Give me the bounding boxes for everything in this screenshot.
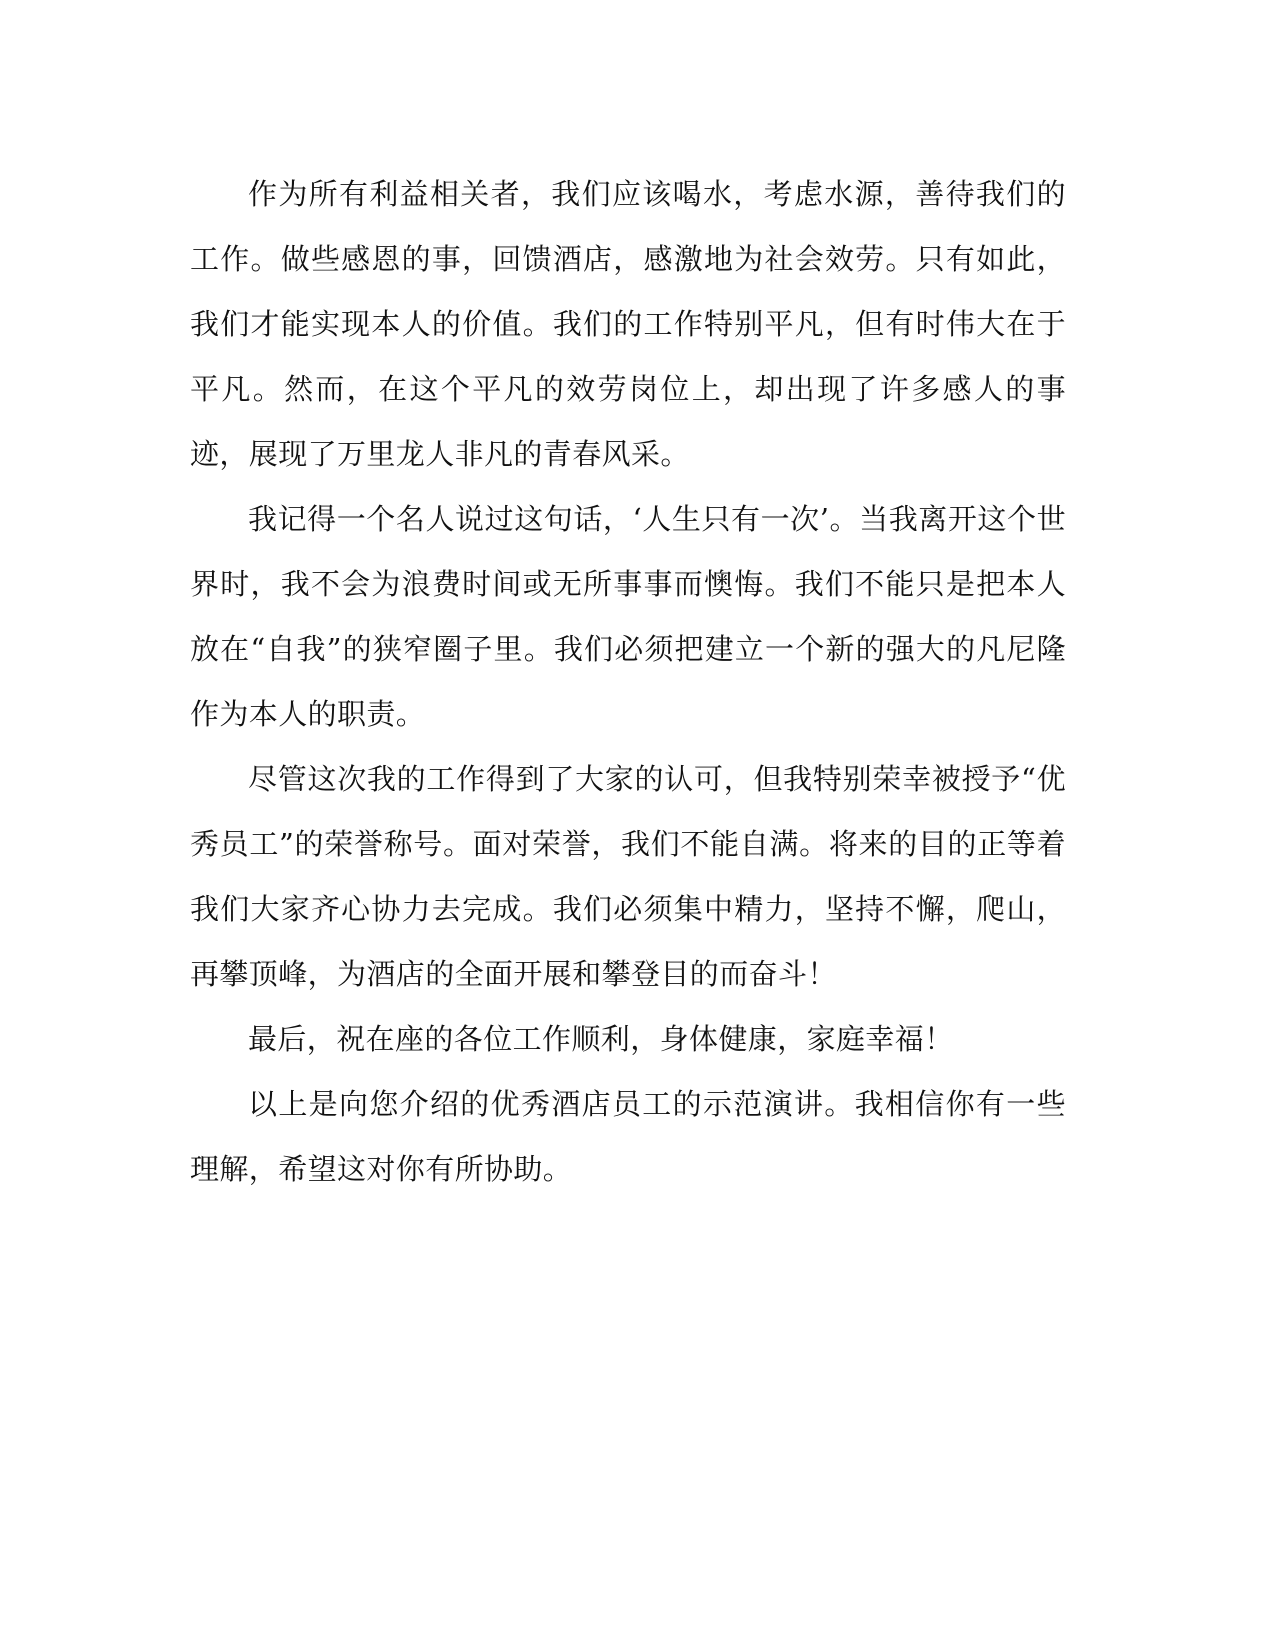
paragraph-4: 最后，祝在座的各位工作顺利，身体健康，家庭幸福！: [248, 1022, 954, 1056]
paragraph-5: 以上是向您介绍的优秀酒店员工的示范演讲。我相信你有一些理解，希望这对你有所协助。: [190, 1087, 1066, 1186]
paragraph-1: 作为所有利益相关者，我们应该喝水，考虑水源，善待我们的工作。做些感恩的事，回馈酒店，感激地为社会效劳。只有如此，我们才能实现本人的价值。我们的工作特别平凡，但有时伟大在于平凡。然而，在这个平凡的效劳岗位上，却出现了许多感人的事迹，展现了万里龙人非凡的青春风采。: [190, 177, 1066, 471]
paragraph-3: 尽管这次我的工作得到了大家的认可，但我特别荣幸被授予“优秀员工”的荣誉称号。面对荣誉，我们不能自满。将来的目的正等着我们大家齐心协力去完成。我们必须集中精力，坚持不懈，爬山，再攀顶峰，为酒店的全面开展和攀登目的而奋斗！: [190, 762, 1066, 991]
paragraph-2: 我记得一个名人说过这句话，‘人生只有一次’。当我离开这个世界时，我不会为浪费时间或无所事事而懊悔。我们不能只是把本人放在“自我”的狭窄圈子里。我们必须把建立一个新的强大的凡尼隆作为本人的职责。: [190, 502, 1066, 731]
document-body: [190, 162, 1066, 1202]
